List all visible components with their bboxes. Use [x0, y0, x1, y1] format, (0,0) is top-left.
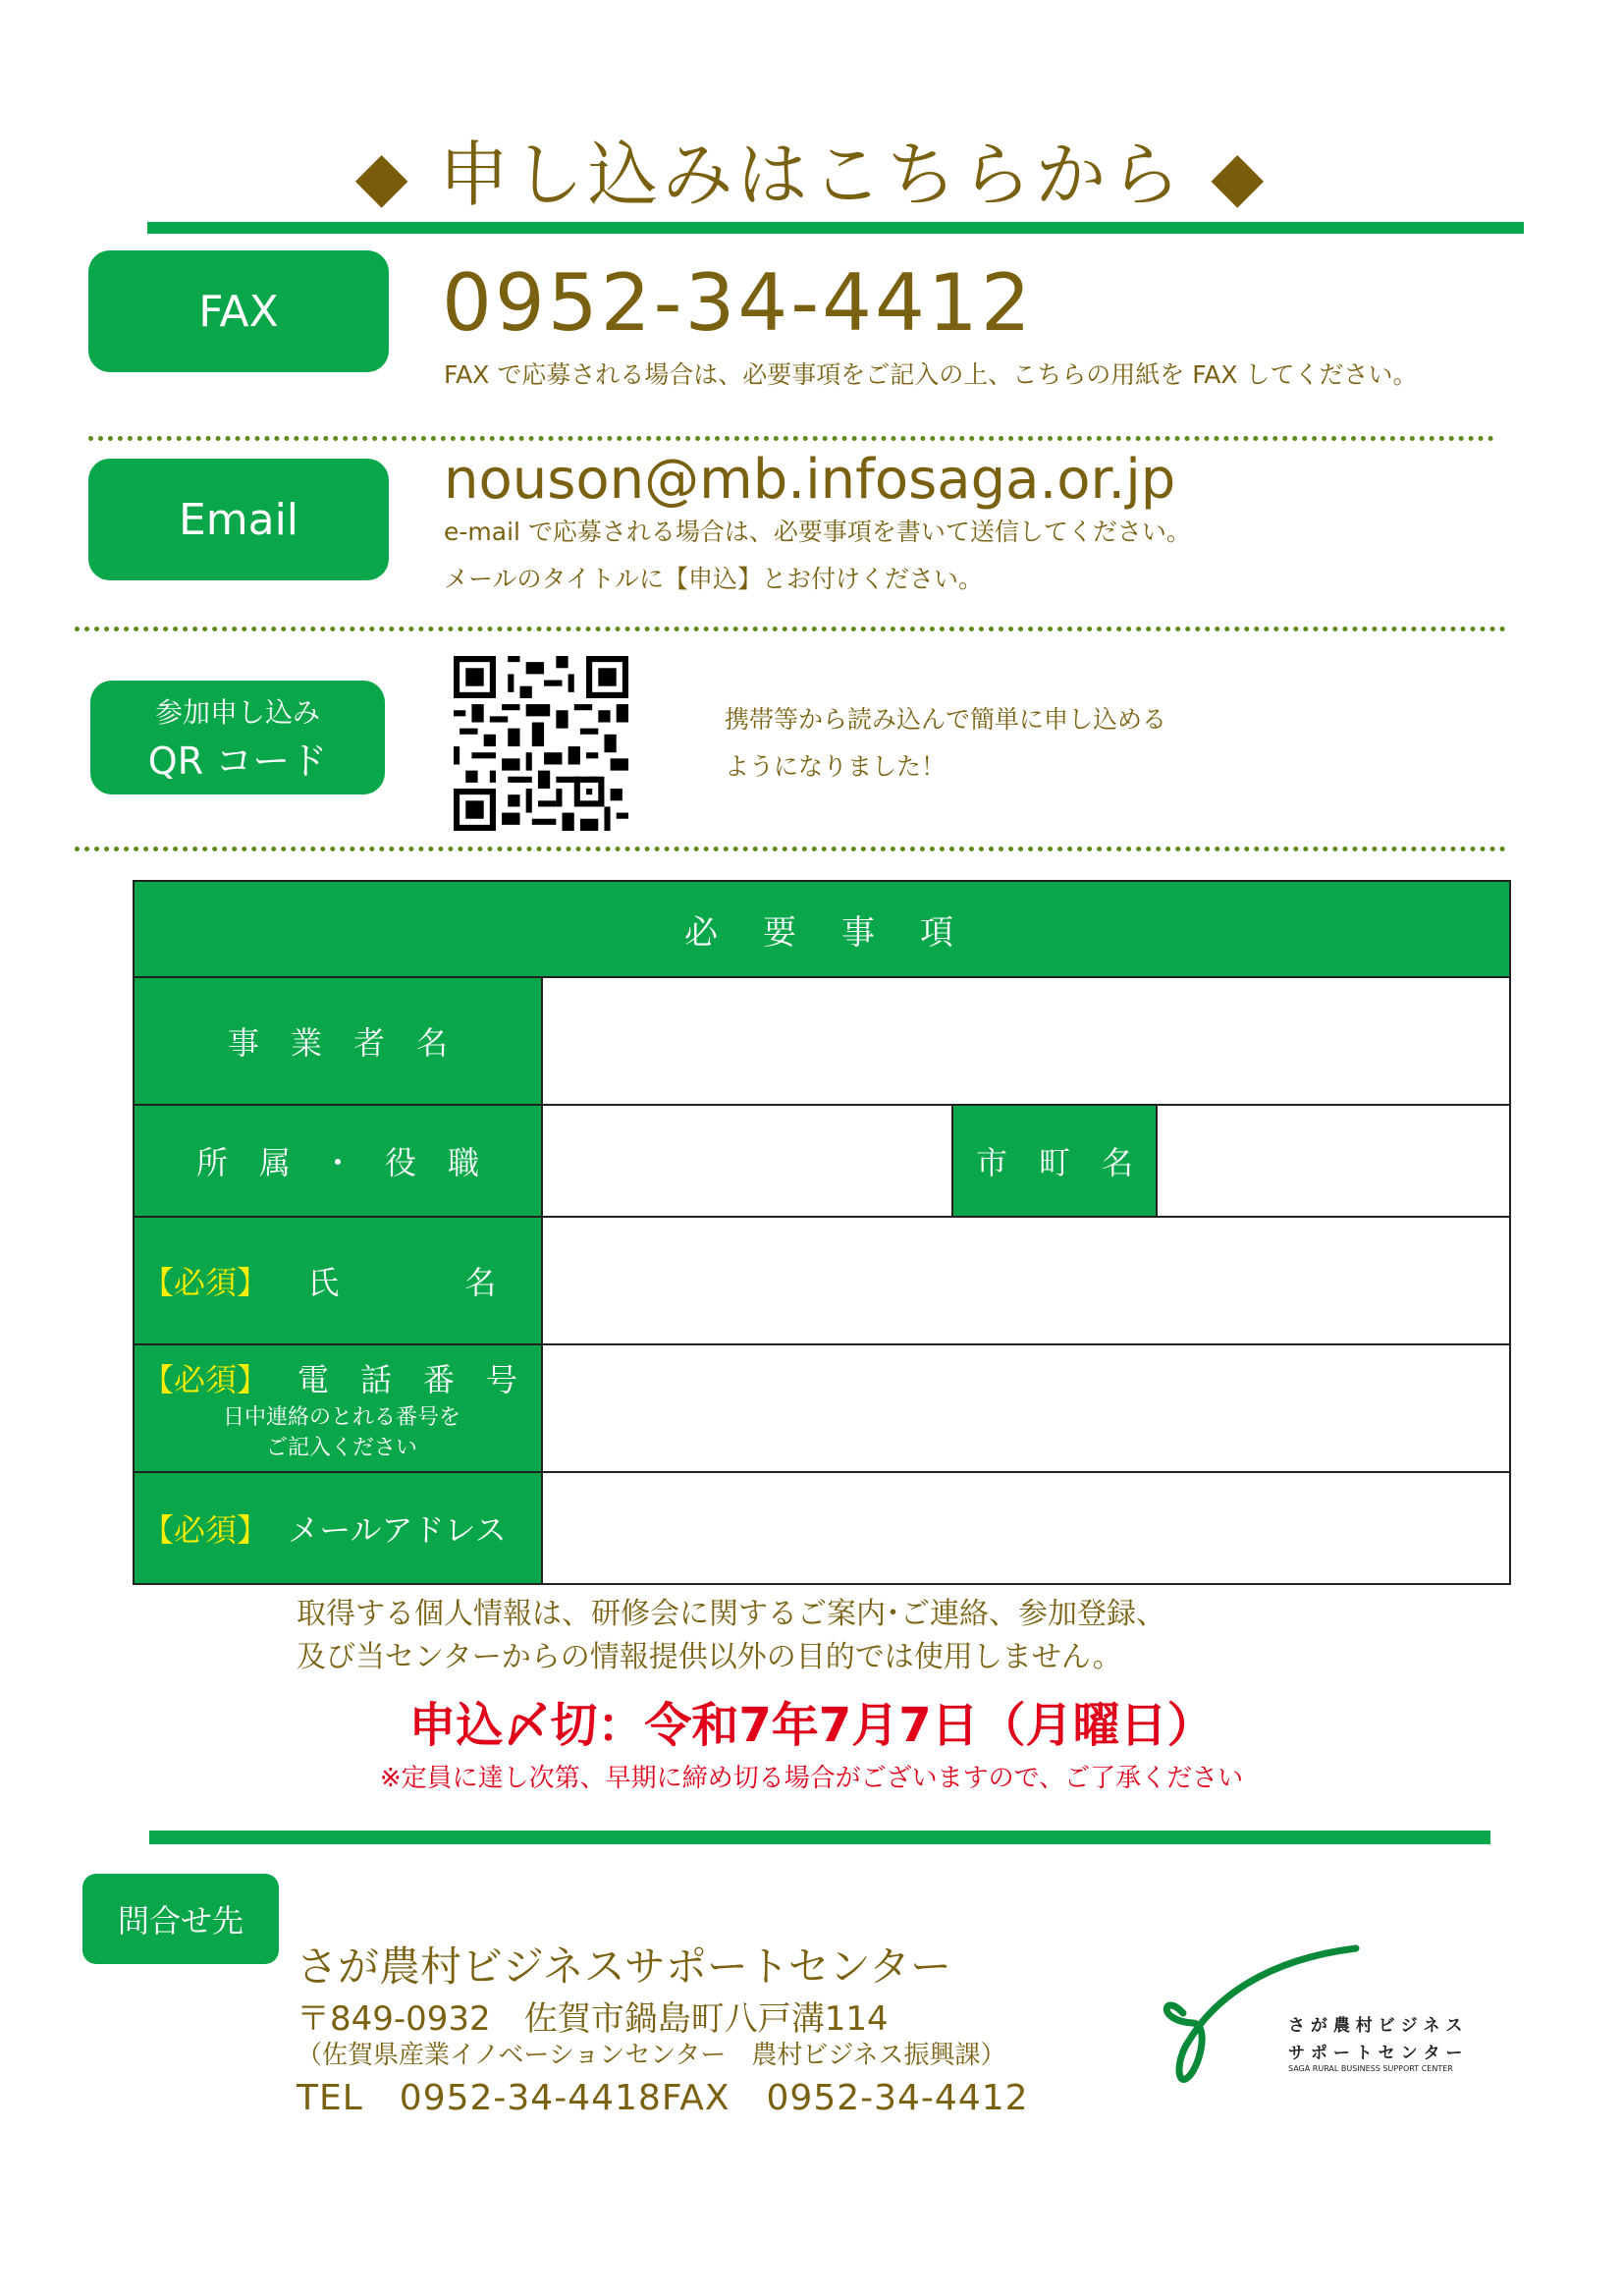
fax-label: FAX	[198, 286, 279, 337]
divider-3	[75, 847, 1506, 851]
required-badge: 【必須】	[142, 1361, 269, 1398]
fax-number[interactable]: 0952-34-4412	[442, 257, 1034, 349]
logo-line-2: サ ポ ー ト セ ン タ ー	[1288, 2044, 1463, 2063]
name-field[interactable]	[542, 1217, 1510, 1344]
qr-code-icon[interactable]	[454, 656, 628, 831]
contact-label-text: 問合せ先	[117, 1902, 243, 1940]
divider-2	[75, 627, 1506, 631]
qr-label-line2: QR コード	[147, 738, 328, 783]
contact-tel-fax[interactable]: TEL 0952-34-4418FAX 0952-34-4412	[297, 2078, 1029, 2118]
fax-note: FAX で応募される場合は、必要事項をご記入の上、こちらの用紙を FAX してください。	[444, 360, 1418, 389]
phone-label-text: 電 話 番 号	[298, 1361, 518, 1398]
deadline-note: ※定員に達し次第、早期に締め切る場合がございますので、ご了承ください	[379, 1764, 1244, 1793]
divider-1	[88, 436, 1494, 441]
email-label-button	[88, 459, 389, 580]
qr-label-button	[90, 681, 385, 794]
business-name-label: 事 業 者 名	[134, 977, 542, 1105]
email-note-1: e-mail で応募される場合は、必要事項を書いて送信してください。	[444, 518, 1191, 546]
contact-org: さが農村ビジネスサポートセンター	[297, 1942, 951, 1991]
mail-label	[134, 1472, 542, 1584]
privacy-line-1: 取得する個人情報は、研修会に関するご案内･ご連絡、参加登録、	[297, 1597, 1165, 1631]
title-text: 申し込みはこちらから	[438, 134, 1185, 216]
municipality-field[interactable]	[1157, 1105, 1510, 1217]
qr-note-2: ようになりました！	[725, 752, 947, 781]
qr-label-line1: 参加申し込み	[154, 695, 320, 729]
page-title	[0, 118, 1623, 220]
email-label: Email	[178, 494, 299, 545]
logo-line-1: さ が 農 村 ビ ジ ネ ス	[1288, 2016, 1463, 2036]
name-label	[134, 1217, 542, 1344]
required-badge: 【必須】	[142, 1511, 269, 1549]
phone-field[interactable]	[542, 1344, 1510, 1472]
business-name-field[interactable]	[542, 977, 1510, 1105]
mail-label-text: メールアドレス	[288, 1511, 507, 1549]
footer-divider	[149, 1831, 1490, 1844]
diamond-right-icon: ◆	[1211, 136, 1269, 216]
fax-label-button	[88, 250, 389, 372]
phone-note-1: 日中連絡のとれる番号を	[222, 1405, 460, 1430]
affiliation-field[interactable]	[542, 1105, 952, 1217]
mail-field[interactable]	[542, 1472, 1510, 1584]
municipality-label: 市 町 名	[952, 1105, 1157, 1217]
email-address[interactable]: nouson@mb.infosaga.or.jp	[444, 448, 1176, 512]
phone-note-2: ご記入ください	[265, 1436, 417, 1460]
email-note-2: メールのタイトルに【申込】とお付けください。	[444, 565, 984, 593]
form-heading: 必 要 事 項	[134, 881, 1510, 977]
deadline-text: 申込〆切：令和7年7月7日（月曜日）	[408, 1698, 1215, 1753]
title-underline	[147, 222, 1524, 234]
qr-note-1: 携帯等から読み込んで簡単に申し込める	[725, 705, 1167, 734]
contact-label	[82, 1874, 279, 1964]
name-label-text: 氏 名	[307, 1264, 497, 1301]
privacy-line-2: 及び当センターからの情報提供以外の目的では使用しません。	[297, 1640, 1122, 1674]
phone-label	[134, 1344, 542, 1472]
logo-line-3: SAGA RURAL BUSINESS SUPPORT CENTER	[1288, 2064, 1453, 2073]
application-form-table	[133, 880, 1511, 1585]
contact-address: 〒849-0932 佐賀市鍋島町八戸溝114	[297, 1999, 889, 2039]
contact-dept: （佐賀県産業イノベーションセンター 農村ビジネス振興課）	[297, 2041, 1006, 2070]
diamond-left-icon: ◆	[354, 136, 412, 216]
affiliation-label: 所 属 ・ 役 職	[134, 1105, 542, 1217]
required-badge: 【必須】	[142, 1264, 269, 1301]
